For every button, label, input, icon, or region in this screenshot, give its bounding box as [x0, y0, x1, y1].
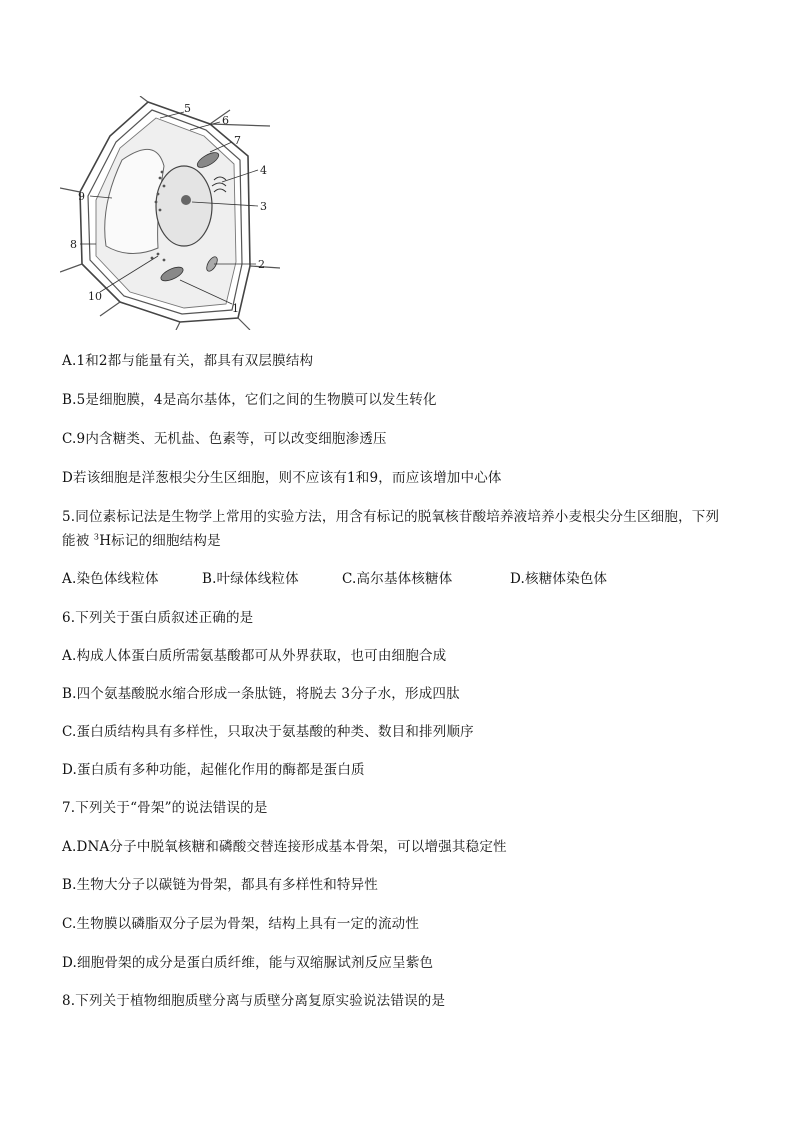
plant-cell-svg [60, 96, 280, 330]
q5-stem-line2-post: H标记的细胞结构是 [99, 533, 221, 549]
label-2: 2 [258, 258, 265, 271]
label-9: 9 [78, 190, 85, 203]
q6-stem: 6.下列关于蛋白质叙述正确的是 [62, 610, 254, 626]
q4-option-c: C.9内含糖类、无机盐、色素等，可以改变细胞渗透压 [62, 431, 387, 447]
label-10: 10 [88, 290, 102, 303]
q5-superscript: 3 [93, 532, 100, 542]
q5-option-b: B.叶绿体线粒体 [202, 571, 299, 587]
q6-option-a: A.构成人体蛋白质所需氨基酸都可从外界获取，也可由细胞合成 [62, 648, 447, 664]
q7-stem: 7.下列关于“骨架”的说法错误的是 [62, 800, 268, 816]
nucleolus [181, 195, 191, 205]
nucleus [156, 166, 212, 246]
q5-option-d: D.核糖体染色体 [510, 571, 608, 587]
q6-option-c: C.蛋白质结构具有多样性，只取决于氨基酸的种类、数目和排列顺序 [62, 724, 474, 740]
q8-stem: 8.下列关于植物细胞质壁分离与质壁分离复原实验说法错误的是 [62, 993, 446, 1009]
neighbor-wall-bottom [100, 302, 250, 330]
q6-option-b: B.四个氨基酸脱水缩合形成一条肽链，将脱去 3分子水，形成四肽 [62, 686, 460, 702]
q5-stem-line1: 5.同位素标记法是生物学上常用的实验方法，用含有标记的脱氧核苷酸培养液培养小麦根尖分生区细胞，下列 [62, 509, 720, 525]
q4-option-d: D若该细胞是洋葱根尖分生区细胞，则不应该有1和9，而应该增加中心体 [62, 470, 502, 486]
q6-option-d: D.蛋白质有多种功能，起催化作用的酶都是蛋白质 [62, 762, 365, 778]
q7-option-c: C.生物膜以磷脂双分子层为骨架，结构上具有一定的流动性 [62, 916, 420, 932]
q4-option-a: A.1和2都与能量有关，都具有双层膜结构 [62, 353, 314, 369]
plant-cell-diagram [60, 96, 280, 330]
q5-stem-line2-pre: 能被 [62, 533, 94, 549]
q5-stem-line2 [62, 532, 221, 550]
label-6: 6 [222, 114, 229, 127]
label-4: 4 [260, 164, 267, 177]
label-8: 8 [70, 238, 77, 251]
q5-options-row [62, 570, 637, 588]
label-5: 5 [184, 102, 191, 115]
q5-option-a: A.染色体线粒体 [62, 571, 159, 587]
q5-option-c: C.高尔基体核糖体 [342, 571, 453, 587]
q7-option-b: B.生物大分子以碳链为骨架，都具有多样性和特异性 [62, 877, 379, 893]
q7-option-a: A.DNA分子中脱氧核糖和磷酸交替连接形成基本骨架，可以增强其稳定性 [62, 839, 507, 855]
label-7: 7 [234, 134, 241, 147]
q4-option-b: B.5是细胞膜，4是高尔基体，它们之间的生物膜可以发生转化 [62, 392, 437, 408]
q7-option-d: D.细胞骨架的成分是蛋白质纤维，能与双缩脲试剂反应呈紫色 [62, 955, 434, 971]
label-3: 3 [260, 200, 267, 213]
label-1: 1 [232, 302, 239, 315]
